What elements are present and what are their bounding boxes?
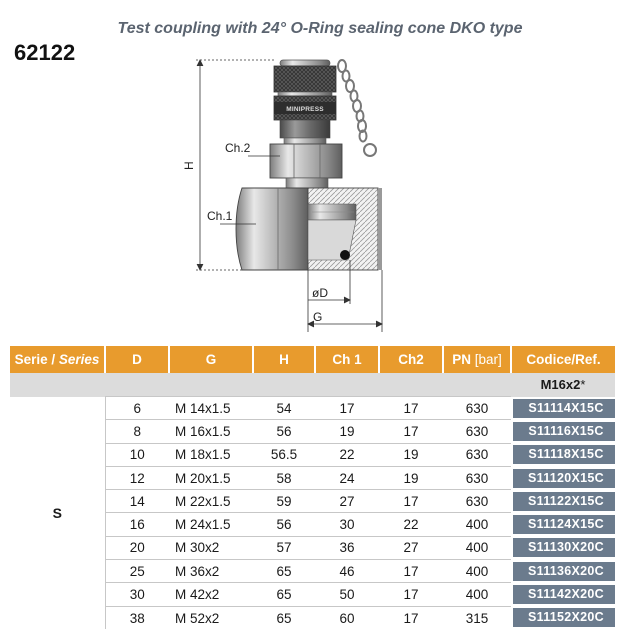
cell-ch1: 24 — [315, 466, 379, 489]
cell-code — [511, 490, 615, 513]
cell-d: 16 — [105, 513, 169, 536]
body-ch1 — [236, 188, 382, 270]
cell-pn: 400 — [443, 583, 511, 606]
cell-d: 6 — [105, 397, 169, 420]
code-badge: S11122X15C — [513, 492, 615, 511]
cell-ch2: 19 — [379, 466, 443, 489]
cell-ch1: 19 — [315, 420, 379, 443]
header-pn: PN [bar] — [443, 346, 511, 373]
cell-h: 65 — [253, 583, 315, 606]
cell-ch2: 27 — [379, 536, 443, 559]
brand-label: MINIPRESS — [286, 106, 324, 113]
cell-code — [511, 420, 615, 443]
code-badge: S11120X15C — [513, 469, 615, 488]
cell-g: M 24x1.5 — [169, 513, 253, 536]
series-cell: S — [52, 504, 62, 521]
cell-d: 14 — [105, 490, 169, 513]
label-h: H — [182, 161, 196, 170]
code-badge: S11114X15C — [513, 399, 615, 418]
cap — [274, 60, 336, 138]
cell-ch2: 17 — [379, 583, 443, 606]
cell-h: 57 — [253, 536, 315, 559]
cell-ch2: 17 — [379, 606, 443, 629]
cell-g: M 42x2 — [169, 583, 253, 606]
cell-d: 30 — [105, 583, 169, 606]
code-badge: S11124X15C — [513, 515, 615, 534]
cell-ch2: 19 — [379, 443, 443, 466]
cell-ch1: 46 — [315, 560, 379, 583]
label-ch1: Ch.1 — [207, 209, 233, 223]
cell-ch1: 36 — [315, 536, 379, 559]
cell-pn: 400 — [443, 513, 511, 536]
cell-ch2: 17 — [379, 420, 443, 443]
spec-table — [10, 346, 615, 629]
cell-g: M 52x2 — [169, 606, 253, 629]
cell-code — [511, 606, 615, 629]
cell-h: 59 — [253, 490, 315, 513]
cell-d: 25 — [105, 560, 169, 583]
cell-code — [511, 466, 615, 489]
cell-ch1: 27 — [315, 490, 379, 513]
code-badge: S11152X20C — [513, 608, 615, 627]
table-row — [10, 397, 615, 420]
code-badge: S11136X20C — [513, 562, 615, 581]
cell-pn: 630 — [443, 490, 511, 513]
cell-pn: 630 — [443, 443, 511, 466]
header-d: D — [105, 346, 169, 373]
cell-h: 65 — [253, 606, 315, 629]
cell-ch2: 22 — [379, 513, 443, 536]
code-badge: S11116X15C — [513, 422, 615, 441]
cell-g: M 14x1.5 — [169, 397, 253, 420]
cell-g: M 30x2 — [169, 536, 253, 559]
cell-code — [511, 560, 615, 583]
cell-code — [511, 397, 615, 420]
cell-ch2: 17 — [379, 397, 443, 420]
cell-h: 65 — [253, 560, 315, 583]
cell-d: 20 — [105, 536, 169, 559]
header-g: G — [169, 346, 253, 373]
cell-pn: 400 — [443, 560, 511, 583]
cell-h: 54 — [253, 397, 315, 420]
cell-g: M 22x1.5 — [169, 490, 253, 513]
cell-d: 8 — [105, 420, 169, 443]
cell-code — [511, 513, 615, 536]
cell-ch1: 30 — [315, 513, 379, 536]
cell-ch1: 22 — [315, 443, 379, 466]
chain — [338, 60, 376, 156]
cell-pn: 400 — [443, 536, 511, 559]
header-serie: Serie / Series — [10, 346, 105, 373]
cell-g: M 16x1.5 — [169, 420, 253, 443]
cell-ch2: 17 — [379, 490, 443, 513]
cell-ch2: 17 — [379, 560, 443, 583]
cell-pn: 630 — [443, 466, 511, 489]
label-g: G — [313, 310, 323, 324]
header-h: H — [253, 346, 315, 373]
cell-h: 56 — [253, 420, 315, 443]
cell-pn: 630 — [443, 420, 511, 443]
header-code: Codice/Ref. — [511, 346, 615, 373]
header-ch2: Ch2 — [379, 346, 443, 373]
cell-code — [511, 443, 615, 466]
cell-d: 12 — [105, 466, 169, 489]
cell-ch1: 17 — [315, 397, 379, 420]
cell-code — [511, 536, 615, 559]
document-title: Test coupling with 24° O-Ring sealing cone DKO type — [117, 20, 523, 37]
cell-pn: 315 — [443, 606, 511, 629]
cell-ch1: 50 — [315, 583, 379, 606]
cell-pn: 630 — [443, 397, 511, 420]
cell-g: M 20x1.5 — [169, 466, 253, 489]
coupling-drawing — [170, 52, 470, 337]
code-badge: S11130X20C — [513, 538, 615, 557]
cell-g: M 36x2 — [169, 560, 253, 583]
variant-thread-label: M16x2* — [511, 373, 615, 397]
table-header-row — [10, 346, 615, 373]
header-ch1: Ch 1 — [315, 346, 379, 373]
upper-hex-ch2 — [270, 138, 342, 188]
variant-row — [10, 373, 615, 397]
code-badge: S11118X15C — [513, 445, 615, 464]
cell-d: 10 — [105, 443, 169, 466]
cell-h: 56 — [253, 513, 315, 536]
cell-g: M 18x1.5 — [169, 443, 253, 466]
cell-code — [511, 583, 615, 606]
cell-ch1: 60 — [315, 606, 379, 629]
label-d: øD — [312, 286, 328, 300]
cell-h: 58 — [253, 466, 315, 489]
part-number: 62122 — [14, 40, 76, 65]
code-badge: S11142X20C — [513, 585, 615, 604]
cell-h: 56.5 — [253, 443, 315, 466]
label-ch2: Ch.2 — [225, 141, 251, 155]
cell-d: 38 — [105, 606, 169, 629]
